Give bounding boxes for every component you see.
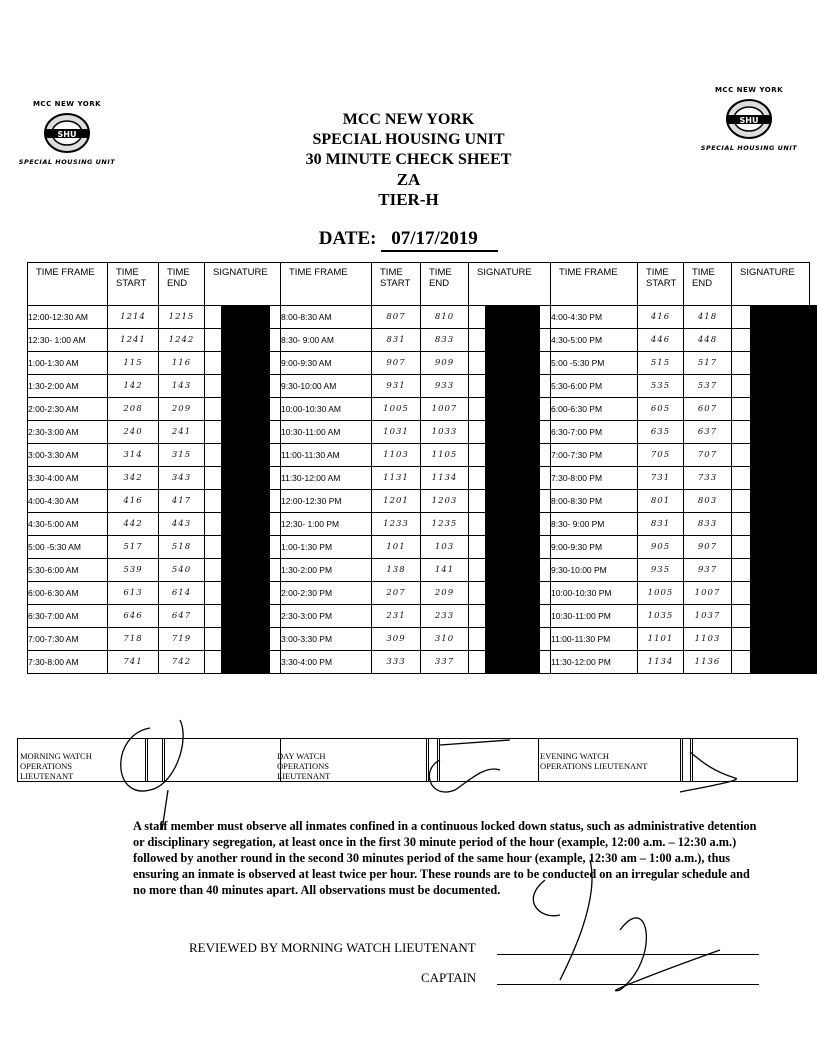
time-start-cell[interactable]: 1233 xyxy=(372,513,421,536)
table-row xyxy=(28,421,810,444)
time-end-cell[interactable]: 443 xyxy=(159,513,205,536)
time-end-cell[interactable]: 803 xyxy=(684,490,732,513)
time-start-cell[interactable]: 931 xyxy=(372,375,421,398)
time-frame-cell: 12:00-12:30 AM xyxy=(28,306,108,329)
time-start-cell[interactable]: 646 xyxy=(108,605,159,628)
time-start-cell[interactable]: 1241 xyxy=(108,329,159,352)
time-end-cell[interactable]: 719 xyxy=(159,628,205,651)
redaction-block xyxy=(750,627,817,651)
time-frame-cell: 10:30-11:00 AM xyxy=(281,421,372,444)
redaction-block xyxy=(485,604,540,628)
time-end-cell[interactable]: 1235 xyxy=(421,513,469,536)
reviewed-by-signature-line[interactable] xyxy=(497,954,759,955)
redaction-block xyxy=(221,420,270,444)
signature-cell[interactable] xyxy=(732,651,810,674)
signature-cell[interactable] xyxy=(469,536,551,559)
check-log-table xyxy=(27,262,810,674)
time-start-cell[interactable]: 309 xyxy=(372,628,421,651)
time-frame-cell: 5:00 -5:30 AM xyxy=(28,536,108,559)
time-frame-cell: 3:00-3:30 PM xyxy=(281,628,372,651)
time-start-cell[interactable]: 138 xyxy=(372,559,421,582)
redaction-block xyxy=(485,305,540,329)
redaction-block xyxy=(485,512,540,536)
time-end-cell[interactable]: 1033 xyxy=(421,421,469,444)
redaction-block xyxy=(221,558,270,582)
signature-cell[interactable] xyxy=(469,605,551,628)
signature-cell[interactable] xyxy=(732,444,810,467)
time-end-cell[interactable]: 1136 xyxy=(684,651,732,674)
redaction-block xyxy=(750,397,817,421)
time-end-cell[interactable]: 810 xyxy=(421,306,469,329)
redaction-block xyxy=(750,489,817,513)
time-start-cell[interactable]: 718 xyxy=(108,628,159,651)
time-frame-cell: 9:30-10:00 AM xyxy=(281,375,372,398)
time-end-cell[interactable]: 417 xyxy=(159,490,205,513)
redaction-block xyxy=(750,328,817,352)
signature-cell[interactable] xyxy=(469,329,551,352)
redaction-block xyxy=(485,397,540,421)
redaction-block xyxy=(221,443,270,467)
signature-cell[interactable] xyxy=(205,329,281,352)
day-watch-label: DAY WATCH OPERATIONS LIEUTENANT xyxy=(277,751,331,781)
time-frame-cell: 8:30- 9:00 AM xyxy=(281,329,372,352)
redaction-block xyxy=(221,397,270,421)
time-start-cell[interactable]: 231 xyxy=(372,605,421,628)
check-log-body xyxy=(28,306,810,674)
time-end-cell[interactable]: 1134 xyxy=(421,467,469,490)
signature-cell[interactable] xyxy=(205,651,281,674)
time-end-cell[interactable]: 909 xyxy=(421,352,469,375)
col-time-frame: TIME FRAME xyxy=(281,263,372,306)
time-end-cell[interactable]: 1203 xyxy=(421,490,469,513)
time-start-cell[interactable]: 613 xyxy=(108,582,159,605)
time-frame-cell: 4:30-5:00 PM xyxy=(551,329,638,352)
time-frame-cell: 8:30- 9:00 PM xyxy=(551,513,638,536)
time-start-cell[interactable]: 935 xyxy=(638,559,684,582)
signature-cell[interactable] xyxy=(205,467,281,490)
redaction-block xyxy=(485,443,540,467)
table-row xyxy=(28,605,810,628)
signature-cell[interactable] xyxy=(732,352,810,375)
reviewed-by-label: REVIEWED BY MORNING WATCH LIEUTENANT xyxy=(189,940,476,955)
time-start-cell[interactable]: 342 xyxy=(108,467,159,490)
time-start-cell[interactable]: 801 xyxy=(638,490,684,513)
redaction-block xyxy=(750,581,817,605)
logo-top-text: MCC NEW YORK xyxy=(714,86,784,94)
table-row xyxy=(28,375,810,398)
col-time-frame: TIME FRAME xyxy=(28,263,108,306)
day-watch-signature-box[interactable] xyxy=(426,739,440,781)
signature-cell[interactable] xyxy=(205,490,281,513)
time-start-cell[interactable]: 515 xyxy=(638,352,684,375)
time-frame-cell: 2:00-2:30 AM xyxy=(28,398,108,421)
time-end-cell[interactable]: 614 xyxy=(159,582,205,605)
redaction-block xyxy=(485,351,540,375)
header-line-2: SPECIAL HOUSING UNIT xyxy=(312,131,505,148)
time-end-cell[interactable]: 209 xyxy=(421,582,469,605)
time-frame-cell: 6:00-6:30 PM xyxy=(551,398,638,421)
time-frame-cell: 4:30-5:00 AM xyxy=(28,513,108,536)
signature-cell[interactable] xyxy=(205,559,281,582)
header-line-4: ZA xyxy=(396,170,421,189)
time-end-cell[interactable]: 241 xyxy=(159,421,205,444)
signature-cell[interactable] xyxy=(205,375,281,398)
col-time-frame: TIME FRAME xyxy=(551,263,638,306)
signature-cell[interactable] xyxy=(469,651,551,674)
morning-watch-label: MORNING WATCH OPERATIONS LIEUTENANT xyxy=(20,751,92,781)
time-start-cell[interactable]: 517 xyxy=(108,536,159,559)
signature-cell[interactable] xyxy=(469,421,551,444)
signature-cell[interactable] xyxy=(469,306,551,329)
time-frame-cell: 7:30-8:00 AM xyxy=(28,651,108,674)
document-header xyxy=(0,110,817,210)
table-row xyxy=(28,628,810,651)
time-end-cell[interactable]: 1007 xyxy=(421,398,469,421)
redaction-block xyxy=(750,535,817,559)
evening-watch-signature-box[interactable] xyxy=(680,739,693,781)
header-line-1: MCC NEW YORK xyxy=(342,111,475,128)
time-end-cell[interactable]: 337 xyxy=(421,651,469,674)
signature-cell[interactable] xyxy=(732,513,810,536)
time-start-cell[interactable]: 446 xyxy=(638,329,684,352)
time-end-cell[interactable]: 343 xyxy=(159,467,205,490)
time-frame-cell: 10:00-10:30 PM xyxy=(551,582,638,605)
logo-bottom-text: SPECIAL HOUSING UNIT xyxy=(700,144,798,152)
time-start-cell[interactable]: 115 xyxy=(108,352,159,375)
time-start-cell[interactable]: 333 xyxy=(372,651,421,674)
captain-signature-line[interactable] xyxy=(497,984,759,985)
redaction-block xyxy=(485,558,540,582)
time-end-cell[interactable]: 1037 xyxy=(684,605,732,628)
time-start-cell[interactable]: 705 xyxy=(638,444,684,467)
time-end-cell[interactable]: 518 xyxy=(159,536,205,559)
time-frame-cell: 1:30-2:00 AM xyxy=(28,375,108,398)
time-frame-cell: 5:30-6:00 AM xyxy=(28,559,108,582)
table-row xyxy=(28,352,810,375)
redaction-block xyxy=(485,581,540,605)
signature-cell[interactable] xyxy=(205,536,281,559)
redaction-block xyxy=(221,351,270,375)
redaction-block xyxy=(750,374,817,398)
signature-cell[interactable] xyxy=(732,628,810,651)
header-line-3: 30 MINUTE CHECK SHEET xyxy=(305,151,512,168)
time-frame-cell: 11:30-12:00 AM xyxy=(281,467,372,490)
time-start-cell[interactable]: 831 xyxy=(372,329,421,352)
redaction-block xyxy=(750,650,817,674)
signature-cell[interactable] xyxy=(205,605,281,628)
time-frame-cell: 3:00-3:30 AM xyxy=(28,444,108,467)
table-row xyxy=(28,559,810,582)
redaction-block xyxy=(221,650,270,674)
col-signature: SIGNATURE xyxy=(732,263,810,306)
time-frame-cell: 4:00-4:30 PM xyxy=(551,306,638,329)
time-end-cell[interactable]: 1215 xyxy=(159,306,205,329)
signature-cell[interactable] xyxy=(732,582,810,605)
time-end-cell[interactable]: 310 xyxy=(421,628,469,651)
time-frame-cell: 7:00-7:30 PM xyxy=(551,444,638,467)
col-time-end: TIME END xyxy=(159,263,205,306)
redaction-block xyxy=(221,512,270,536)
redaction-block xyxy=(485,466,540,490)
time-end-cell[interactable]: 540 xyxy=(159,559,205,582)
signature-cell[interactable] xyxy=(732,329,810,352)
redaction-block xyxy=(221,535,270,559)
time-frame-cell: 5:00 -5:30 PM xyxy=(551,352,638,375)
signature-cell[interactable] xyxy=(205,352,281,375)
time-frame-cell: 7:30-8:00 PM xyxy=(551,467,638,490)
time-start-cell[interactable]: 1031 xyxy=(372,421,421,444)
date-line xyxy=(0,228,817,252)
time-end-cell[interactable]: 143 xyxy=(159,375,205,398)
time-start-cell[interactable]: 1103 xyxy=(372,444,421,467)
watch-signature-strip xyxy=(17,738,798,782)
evening-watch-label: EVENING WATCH OPERATIONS LIEUTENANT xyxy=(540,751,648,771)
table-row xyxy=(28,536,810,559)
time-frame-cell: 1:00-1:30 AM xyxy=(28,352,108,375)
time-frame-cell: 6:00-6:30 AM xyxy=(28,582,108,605)
redaction-block xyxy=(485,420,540,444)
time-start-cell[interactable]: 416 xyxy=(638,306,684,329)
signature-cell[interactable] xyxy=(732,467,810,490)
captain-label: CAPTAIN xyxy=(421,970,477,985)
time-end-cell[interactable]: 907 xyxy=(684,536,732,559)
table-row xyxy=(28,651,810,674)
header-line-5: TIER-H xyxy=(378,190,439,209)
redaction-block xyxy=(485,374,540,398)
signature-cell[interactable] xyxy=(469,352,551,375)
time-end-cell[interactable]: 607 xyxy=(684,398,732,421)
column-header-row xyxy=(28,263,810,306)
signature-cell[interactable] xyxy=(732,421,810,444)
time-frame-cell: 1:00-1:30 PM xyxy=(281,536,372,559)
time-frame-cell: 5:30-6:00 PM xyxy=(551,375,638,398)
redaction-block xyxy=(485,535,540,559)
time-start-cell[interactable]: 314 xyxy=(108,444,159,467)
signature-cell[interactable] xyxy=(205,444,281,467)
date-label: DATE: xyxy=(318,228,377,249)
date-value: 07/17/2019 xyxy=(381,228,498,252)
col-time-start: TIME START xyxy=(638,263,684,306)
signature-cell[interactable] xyxy=(469,490,551,513)
signature-cell[interactable] xyxy=(205,628,281,651)
time-frame-cell: 2:30-3:00 AM xyxy=(28,421,108,444)
col-time-end: TIME END xyxy=(421,263,469,306)
time-frame-cell: 12:00-12:30 PM xyxy=(281,490,372,513)
time-end-cell[interactable]: 637 xyxy=(684,421,732,444)
time-end-cell[interactable]: 418 xyxy=(684,306,732,329)
redaction-block xyxy=(221,328,270,352)
time-end-cell[interactable]: 141 xyxy=(421,559,469,582)
col-signature: SIGNATURE xyxy=(469,263,551,306)
redaction-block xyxy=(221,581,270,605)
time-frame-cell: 11:00-11:30 PM xyxy=(551,628,638,651)
signature-cell[interactable] xyxy=(205,306,281,329)
time-start-cell[interactable]: 101 xyxy=(372,536,421,559)
time-end-cell[interactable]: 647 xyxy=(159,605,205,628)
time-end-cell[interactable]: 833 xyxy=(684,513,732,536)
policy-paragraph: A staff member must observe all inmates confined in a continuous locked down status, such as administrative detention or disciplinary segregation, at least once in the first 30 minute period of the hour (example, 12:00 a.m. – 12:30 a.m.) followed by another round in the second 30 minutes period of the same hour (example, 12:30 am – 1:00 a.m.), thus ensuring an inmate is observed at least twice per hour. These rounds are to be conducted on an irregular schedule and no more than 40 minutes apart. All observations must be documented. xyxy=(133,819,757,897)
time-end-cell[interactable]: 707 xyxy=(684,444,732,467)
time-start-cell[interactable]: 1101 xyxy=(638,628,684,651)
signature-cell[interactable] xyxy=(732,375,810,398)
time-start-cell[interactable]: 831 xyxy=(638,513,684,536)
redaction-block xyxy=(485,627,540,651)
time-start-cell[interactable]: 1005 xyxy=(638,582,684,605)
redaction-block xyxy=(221,374,270,398)
time-end-cell[interactable]: 733 xyxy=(684,467,732,490)
time-end-cell[interactable]: 315 xyxy=(159,444,205,467)
table-row xyxy=(28,490,810,513)
redaction-block xyxy=(221,627,270,651)
signature-cell[interactable] xyxy=(469,467,551,490)
time-start-cell[interactable]: 605 xyxy=(638,398,684,421)
time-frame-cell: 8:00-8:30 AM xyxy=(281,306,372,329)
time-frame-cell: 9:00-9:30 AM xyxy=(281,352,372,375)
time-frame-cell: 10:30-11:00 PM xyxy=(551,605,638,628)
redaction-block xyxy=(750,351,817,375)
time-frame-cell: 11:30-12:00 PM xyxy=(551,651,638,674)
time-start-cell[interactable]: 442 xyxy=(108,513,159,536)
time-end-cell[interactable]: 1105 xyxy=(421,444,469,467)
time-end-cell[interactable]: 833 xyxy=(421,329,469,352)
time-frame-cell: 11:00-11:30 AM xyxy=(281,444,372,467)
table-row xyxy=(28,329,810,352)
time-end-cell[interactable]: 933 xyxy=(421,375,469,398)
redaction-block xyxy=(750,443,817,467)
time-end-cell[interactable]: 517 xyxy=(684,352,732,375)
time-start-cell[interactable]: 905 xyxy=(638,536,684,559)
time-start-cell[interactable]: 1035 xyxy=(638,605,684,628)
signature-cell[interactable] xyxy=(205,513,281,536)
time-start-cell[interactable]: 807 xyxy=(372,306,421,329)
time-start-cell[interactable]: 635 xyxy=(638,421,684,444)
time-start-cell[interactable]: 535 xyxy=(638,375,684,398)
time-frame-cell: 3:30-4:00 PM xyxy=(281,651,372,674)
time-frame-cell: 9:00-9:30 PM xyxy=(551,536,638,559)
time-start-cell[interactable]: 1214 xyxy=(108,306,159,329)
time-start-cell[interactable]: 741 xyxy=(108,651,159,674)
time-end-cell[interactable]: 209 xyxy=(159,398,205,421)
signature-cell[interactable] xyxy=(205,582,281,605)
signature-cell[interactable] xyxy=(732,605,810,628)
signature-cell[interactable] xyxy=(469,582,551,605)
time-frame-cell: 6:30-7:00 PM xyxy=(551,421,638,444)
logo-top-text: MCC NEW YORK xyxy=(32,100,102,108)
time-frame-cell: 4:00-4:30 AM xyxy=(28,490,108,513)
time-start-cell[interactable]: 731 xyxy=(638,467,684,490)
table-row xyxy=(28,467,810,490)
col-time-end: TIME END xyxy=(684,263,732,306)
time-end-cell[interactable]: 103 xyxy=(421,536,469,559)
signature-cell[interactable] xyxy=(732,536,810,559)
time-start-cell[interactable]: 416 xyxy=(108,490,159,513)
signature-cell[interactable] xyxy=(732,559,810,582)
table-row xyxy=(28,444,810,467)
logo-bottom-text: SPECIAL HOUSING UNIT xyxy=(18,158,116,166)
time-start-cell[interactable]: 1005 xyxy=(372,398,421,421)
time-end-cell[interactable]: 742 xyxy=(159,651,205,674)
time-start-cell[interactable]: 240 xyxy=(108,421,159,444)
redaction-block xyxy=(221,604,270,628)
redaction-block xyxy=(485,489,540,513)
redaction-block xyxy=(221,489,270,513)
redaction-block xyxy=(221,466,270,490)
seal-text: SHU xyxy=(57,130,77,139)
col-time-start: TIME START xyxy=(372,263,421,306)
signature-cell[interactable] xyxy=(469,375,551,398)
signature-cell[interactable] xyxy=(469,559,551,582)
redaction-block xyxy=(750,305,817,329)
redaction-block xyxy=(485,328,540,352)
redaction-block xyxy=(750,466,817,490)
time-start-cell[interactable]: 1201 xyxy=(372,490,421,513)
time-end-cell[interactable]: 1242 xyxy=(159,329,205,352)
time-frame-cell: 12:30- 1:00 AM xyxy=(28,329,108,352)
time-frame-cell: 7:00-7:30 AM xyxy=(28,628,108,651)
time-end-cell[interactable]: 1103 xyxy=(684,628,732,651)
time-frame-cell: 2:00-2:30 PM xyxy=(281,582,372,605)
signature-cell[interactable] xyxy=(732,306,810,329)
time-start-cell[interactable]: 208 xyxy=(108,398,159,421)
redaction-block xyxy=(750,512,817,536)
time-frame-cell: 8:00-8:30 PM xyxy=(551,490,638,513)
redaction-block xyxy=(750,558,817,582)
seal-text: SHU xyxy=(739,116,759,125)
time-start-cell[interactable]: 1131 xyxy=(372,467,421,490)
time-end-cell[interactable]: 448 xyxy=(684,329,732,352)
col-time-start: TIME START xyxy=(108,263,159,306)
table-row xyxy=(28,398,810,421)
time-frame-cell: 1:30-2:00 PM xyxy=(281,559,372,582)
time-end-cell[interactable]: 1007 xyxy=(684,582,732,605)
time-start-cell[interactable]: 142 xyxy=(108,375,159,398)
time-start-cell[interactable]: 907 xyxy=(372,352,421,375)
signature-cell[interactable] xyxy=(469,444,551,467)
time-end-cell[interactable]: 537 xyxy=(684,375,732,398)
time-frame-cell: 6:30-7:00 AM xyxy=(28,605,108,628)
time-end-cell[interactable]: 116 xyxy=(159,352,205,375)
time-frame-cell: 9:30-10:00 PM xyxy=(551,559,638,582)
redaction-block xyxy=(750,420,817,444)
redaction-block xyxy=(221,305,270,329)
signature-cell[interactable] xyxy=(469,398,551,421)
signature-cell[interactable] xyxy=(732,398,810,421)
col-signature: SIGNATURE xyxy=(205,263,281,306)
time-start-cell[interactable]: 539 xyxy=(108,559,159,582)
time-frame-cell: 3:30-4:00 AM xyxy=(28,467,108,490)
time-start-cell[interactable]: 207 xyxy=(372,582,421,605)
table-row xyxy=(28,513,810,536)
table-row xyxy=(28,582,810,605)
time-frame-cell: 2:30-3:00 PM xyxy=(281,605,372,628)
signature-cell[interactable] xyxy=(205,421,281,444)
time-end-cell[interactable]: 937 xyxy=(684,559,732,582)
redaction-block xyxy=(750,604,817,628)
time-frame-cell: 12:30- 1:00 PM xyxy=(281,513,372,536)
morning-watch-signature-box[interactable] xyxy=(145,739,165,781)
time-end-cell[interactable]: 233 xyxy=(421,605,469,628)
time-frame-cell: 10:00-10:30 AM xyxy=(281,398,372,421)
signature-cell[interactable] xyxy=(205,398,281,421)
table-row xyxy=(28,306,810,329)
time-start-cell[interactable]: 1134 xyxy=(638,651,684,674)
signature-cell[interactable] xyxy=(469,513,551,536)
signature-cell[interactable] xyxy=(732,490,810,513)
redaction-block xyxy=(485,650,540,674)
signature-cell[interactable] xyxy=(469,628,551,651)
